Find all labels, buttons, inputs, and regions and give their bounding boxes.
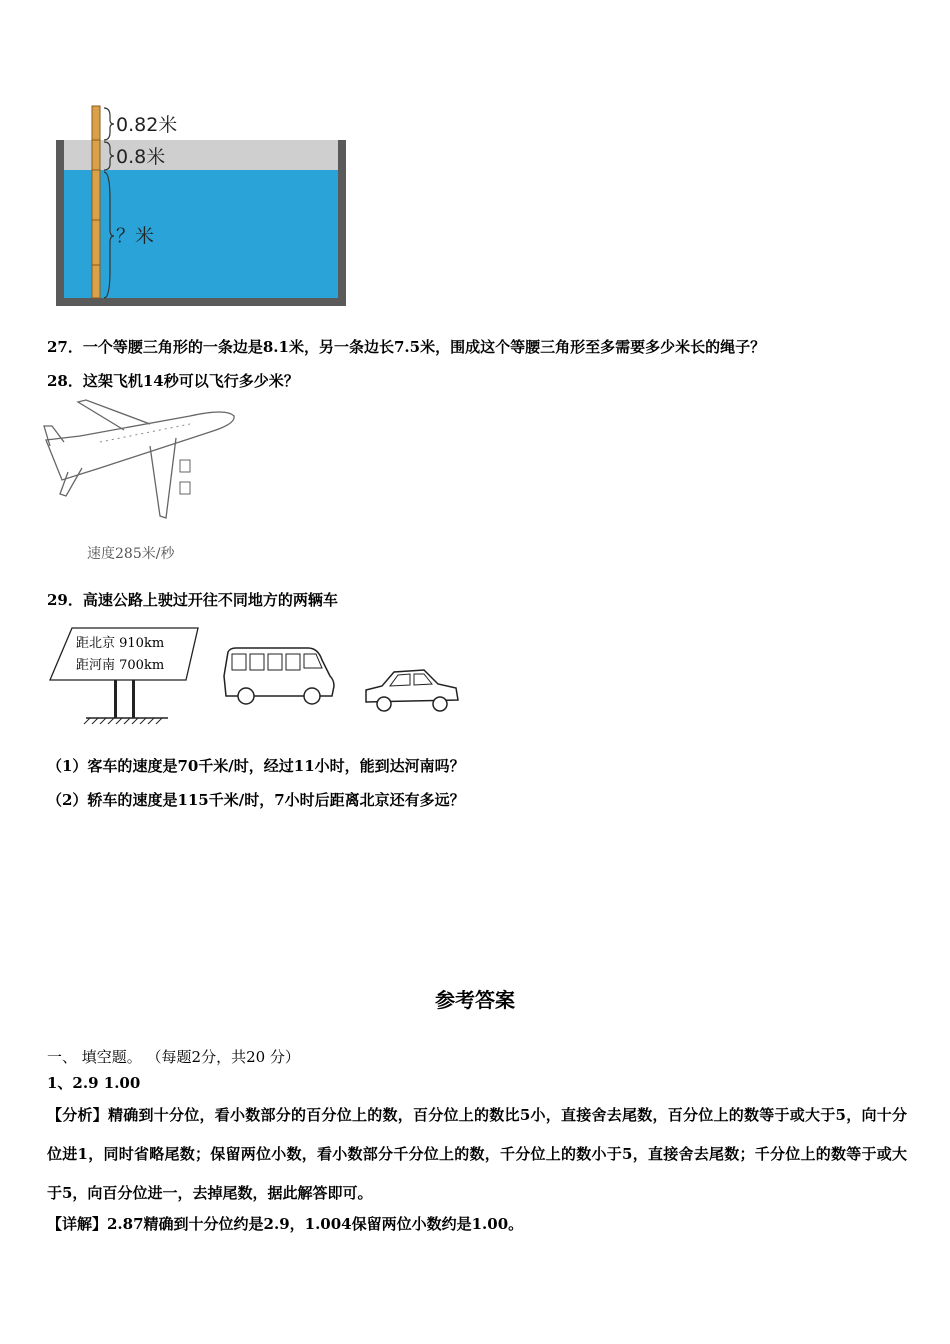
airplane-engine-2 [180, 482, 190, 494]
section-one-heading: 一、 填空题。 （每题2分，共20 分） [47, 1048, 300, 1066]
question-29: 29．高速公路上驶过开往不同地方的两辆车 [47, 591, 338, 609]
bus-wheel-rear [238, 688, 254, 704]
question-27: 27．一个等腰三角形的一条边是8.1米，另一条边长7.5米，围成这个等腰三角形至多需要多少米长的绳子？ [47, 338, 766, 356]
airplane-engine-1 [180, 460, 190, 472]
brace-top [104, 108, 114, 140]
car-wheel-rear [377, 697, 391, 711]
answer-1-detail: 【详解】2.87精确到十分位约是2.9，1.004保留两位小数约是1.00。 [47, 1215, 524, 1233]
label-0-8: 0.8米 [116, 146, 166, 168]
airplane-speed-label: 速度285米/秒 [87, 546, 175, 562]
car-illustration [362, 664, 462, 716]
car-wheel-front [433, 697, 447, 711]
airplane-tail [60, 468, 82, 496]
sign-post-left [114, 680, 117, 718]
bus-body [224, 648, 334, 696]
sign-post-right [132, 680, 135, 718]
sign-line-henan: 距河南 700km [76, 658, 165, 673]
label-0-82: 0.82米 [116, 114, 178, 136]
pool-water [64, 170, 338, 298]
answer-1: 1、2.9 1.00 [47, 1074, 141, 1092]
question-29-part-2: （2）轿车的速度是115千米/时，7小时后距离北京还有多远？ [47, 791, 465, 809]
airplane-fuselage [46, 412, 234, 480]
bamboo-pole [92, 106, 100, 298]
bus-wheel-front [304, 688, 320, 704]
pool-figure [56, 100, 356, 310]
bus-illustration [222, 646, 337, 708]
question-28: 28．这架飞机14秒可以飞行多少米？ [47, 372, 299, 390]
answers-title: 参考答案 [435, 988, 515, 1012]
pool-empty-part [64, 140, 338, 170]
car-body [366, 670, 458, 702]
airplane-illustration [40, 396, 245, 526]
question-29-part-1: （1）客车的速度是70千米/时，经过11小时，能到达河南吗？ [47, 757, 465, 775]
sign-line-beijing: 距北京 910km [76, 636, 165, 651]
label-unknown: ？米 [116, 225, 155, 247]
answer-1-analysis: 【分析】精确到十分位，看小数部分的百分位上的数，百分位上的数比5小，直接舍去尾数，百分位上的数等于或大于5，向十分位进1，同时省略尾数；保留两位小数，看小数部分千分位上的数，千分位上的数小于5，直接舍去尾数；千分位上的数等于或大于5，向百分位进一，去掉尾数，据此解答即可。 [47, 1106, 907, 1202]
